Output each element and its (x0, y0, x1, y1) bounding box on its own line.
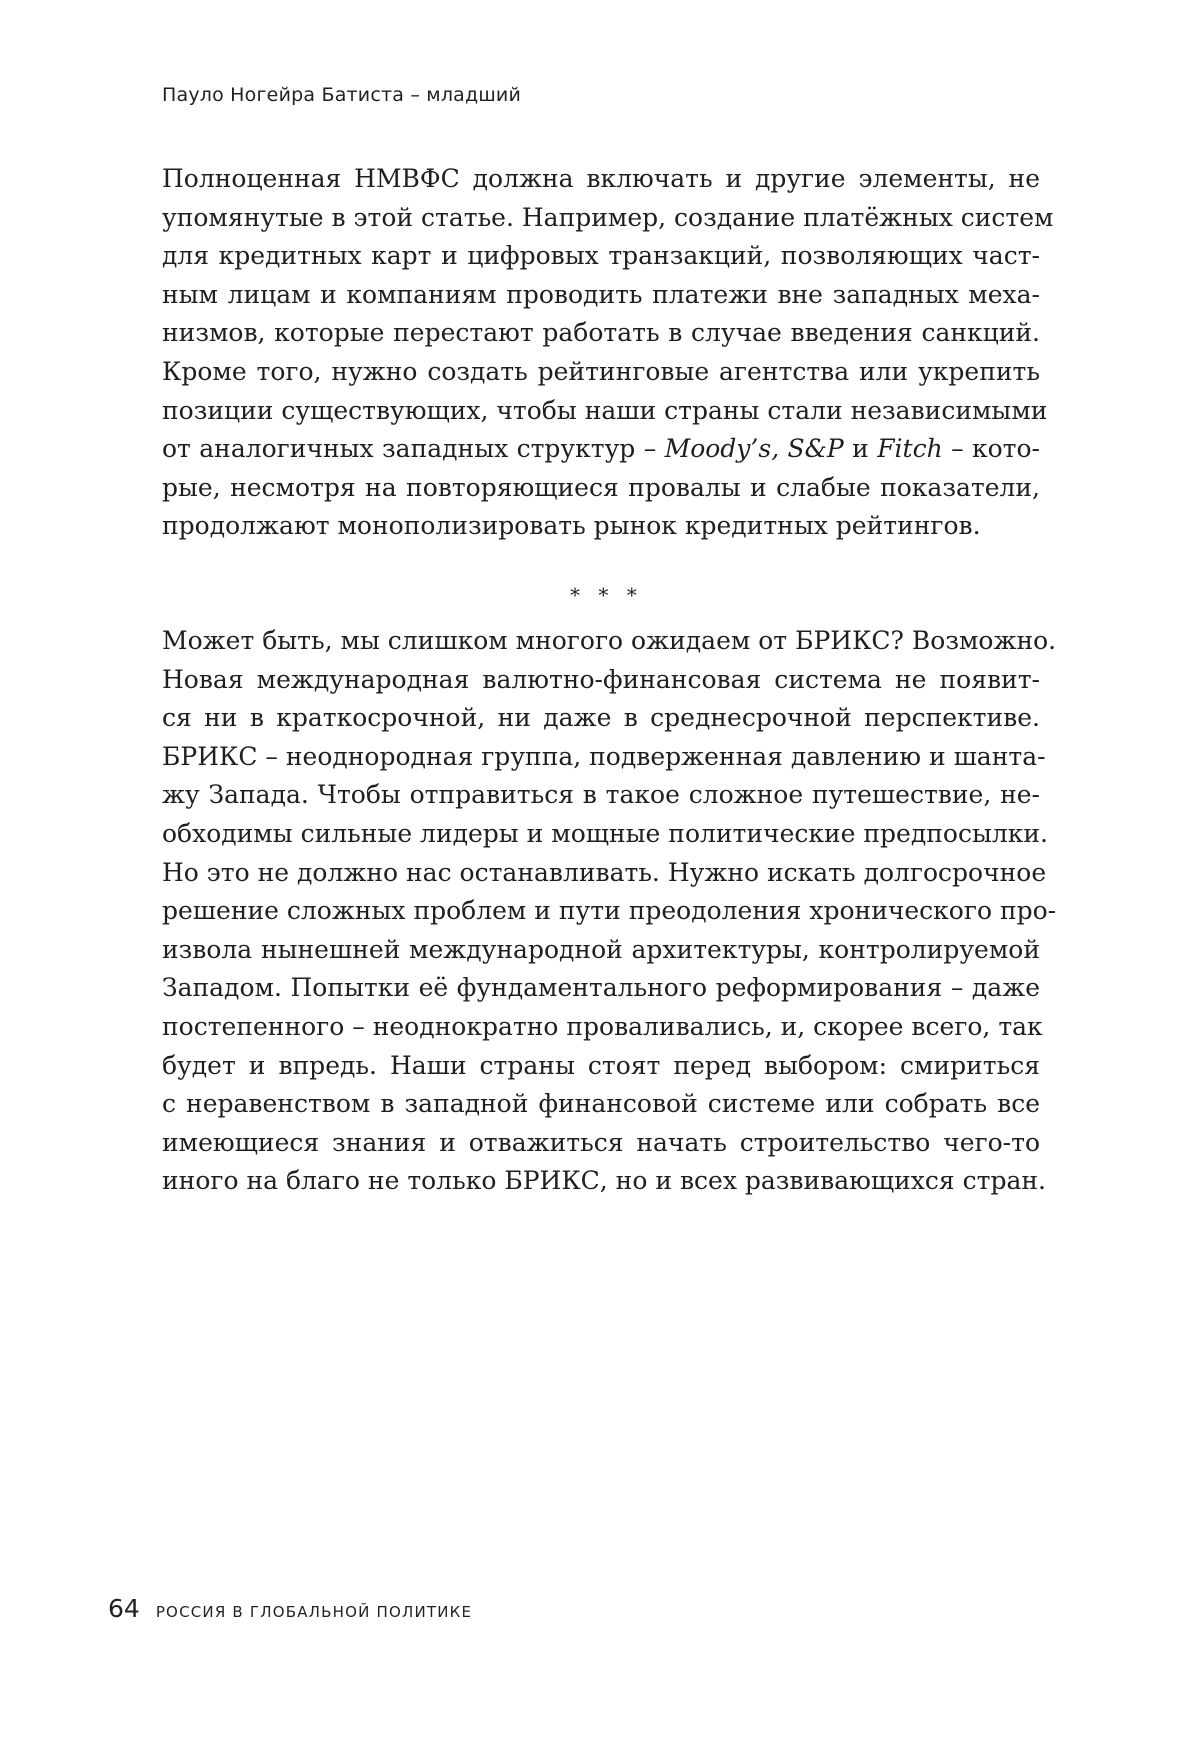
text-line-with-agencies (162, 430, 1040, 469)
body-paragraph-2 (162, 622, 1057, 1201)
text-line: обходимы сильные лидеры и мощные политические предпосылки. (162, 818, 1048, 848)
agency-name-fitch: Fitch (877, 434, 943, 464)
text-segment: и (843, 434, 878, 464)
text-line: позиции существующих, чтобы наши страны стали независимыми (162, 395, 1048, 425)
text-line: Новая международная валютно-финансовая система не появит- (162, 664, 1040, 694)
text-line: Может быть, мы слишком многого ожидаем от БРИКС? Возможно. (162, 626, 1057, 655)
page-footer (108, 1594, 472, 1623)
text-line: ся ни в краткосрочной, ни даже в среднесрочной перспективе. (162, 703, 1040, 733)
text-line: БРИКС – неоднородная группа, подверженная давлению и шанта- (162, 741, 1046, 771)
text-line: для кредитных карт и цифровых транзакций, позволяющих част- (162, 241, 1040, 271)
text-line-last: иного на благо не только БРИКС, но и всех развивающихся стран. (162, 1166, 1046, 1196)
text-line: ным лицам и компаниям проводить платежи вне западных меха- (162, 279, 1040, 309)
section-separator: * * * (570, 583, 643, 607)
text-line-last: продолжают монополизировать рынок кредитных рейтингов. (162, 511, 981, 541)
text-segment: от аналогичных западных структур – (162, 434, 665, 464)
text-line: низмов, которые перестают работать в случае введения санкций. (162, 318, 1040, 348)
text-line: Полноценная НМВФС должна включать и другие элементы, не (162, 164, 1040, 193)
text-line: постепенного – неоднократно проваливались, и, скорее всего, так (162, 1011, 1043, 1041)
text-line: рые, несмотря на повторяющиеся провалы и слабые показатели, (162, 472, 1040, 502)
text-line: Но это не должно нас останавливать. Нужно искать долгосрочное (162, 857, 1047, 887)
journal-name: РОССИЯ В ГЛОБАЛЬНОЙ ПОЛИТИКЕ (155, 1603, 473, 1621)
page-number: 64 (108, 1594, 140, 1623)
text-line: с неравенством в западной финансовой системе или собрать все (162, 1089, 1040, 1119)
text-line: имеющиеся знания и отважиться начать строительство чего-то (162, 1127, 1040, 1157)
text-line: жу Запада. Чтобы отправиться в такое сложное путешествие, не- (162, 780, 1040, 810)
body-paragraph-1 (162, 160, 1054, 546)
text-segment: – кото- (942, 434, 1040, 464)
running-head: Пауло Ногейра Батиста – младший (162, 84, 522, 106)
agency-names-italic: Moody’s, S&P (664, 434, 844, 464)
text-line: решение сложных проблем и пути преодоления хронического про- (162, 896, 1057, 926)
text-line: будет и впредь. Наши страны стоят перед выбором: смириться (162, 1050, 1040, 1080)
text-line: Кроме того, нужно создать рейтинговые агентства или укрепить (162, 356, 1040, 386)
text-line: извола нынешней международной архитектуры, контролируемой (162, 934, 1040, 964)
text-line: упомянутые в этой статье. Например, создание платёжных систем (162, 202, 1054, 232)
text-line: Западом. Попытки её фундаментального реформирования – даже (162, 973, 1040, 1003)
